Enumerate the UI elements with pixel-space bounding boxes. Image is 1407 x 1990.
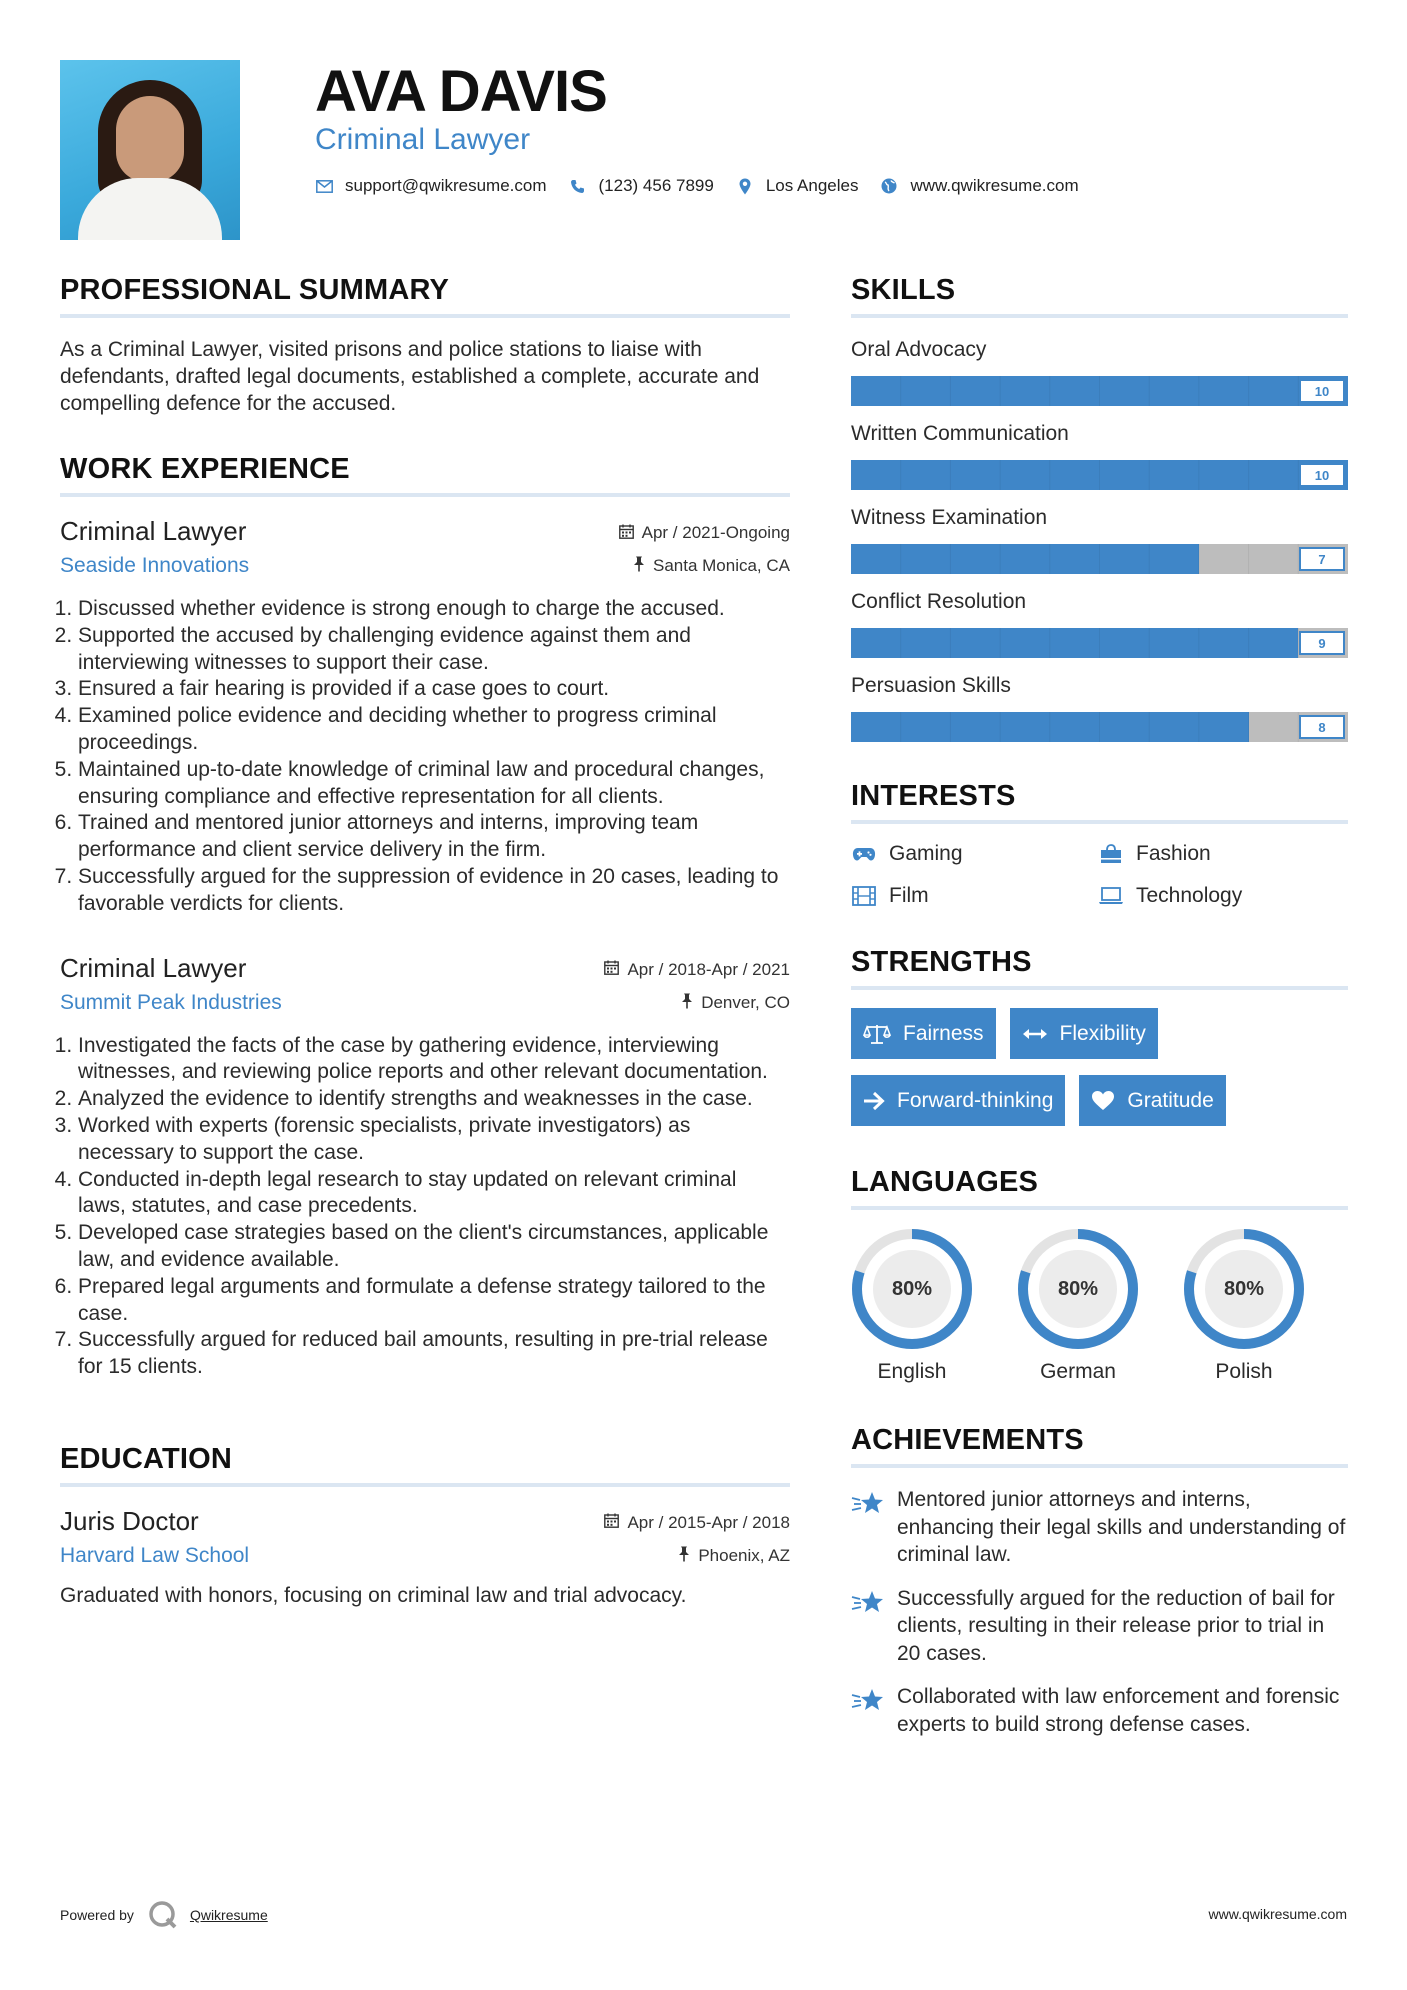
- list-item: 2. Analyzed the evidence to identify strengths and weaknesses in the case.: [78, 1086, 790, 1113]
- interest-item: [851, 842, 1098, 866]
- calendar-icon: [604, 1513, 619, 1532]
- heart-icon: [1091, 1090, 1115, 1111]
- strengths-list: [851, 1008, 1348, 1126]
- school-name: Harvard Law School: [60, 1543, 250, 1567]
- summary-heading: PROFESSIONAL SUMMARY: [60, 272, 790, 318]
- achievement-item: [851, 1585, 1348, 1668]
- achievements-list: [851, 1486, 1348, 1738]
- interest-item: [851, 884, 1098, 908]
- candidate-role: Criminal Lawyer: [315, 123, 531, 156]
- skill-bar-fill: [851, 460, 1348, 490]
- list-item: 6. Prepared legal arguments and formulate a defense strategy tailored to the case.: [78, 1274, 790, 1328]
- interest-label: Gaming: [889, 842, 963, 865]
- candidate-name: AVA DAVIS: [315, 59, 607, 124]
- footer-url[interactable]: www.qwikresume.com: [1208, 1906, 1347, 1922]
- gamepad-icon: [851, 846, 877, 862]
- skills-heading: SKILLS: [851, 272, 1348, 318]
- globe-icon: [880, 178, 898, 194]
- arrow-right-icon: [863, 1091, 885, 1111]
- contact-bar: [315, 176, 1101, 196]
- list-item: 4. Conducted in-depth legal research to stay updated on relevant criminal laws, statutes, and case precedents.: [78, 1167, 790, 1221]
- experience-heading: WORK EXPERIENCE: [60, 451, 790, 497]
- achievement-text: Successfully argued for the reduction of bail for clients, resulting in their release prior to trial in 20 cases.: [897, 1586, 1335, 1665]
- language-ring: [851, 1228, 973, 1350]
- pushpin-icon: [678, 1546, 690, 1566]
- strength-tag: [851, 1075, 1065, 1126]
- degree-title: Juris Doctor: [60, 1505, 199, 1536]
- job-entry: [60, 952, 790, 1381]
- skills-list: [851, 336, 1348, 742]
- job-duties: [60, 1033, 790, 1381]
- education-location: [678, 1546, 790, 1566]
- interests-list: [851, 842, 1348, 908]
- skill-label: Oral Advocacy: [851, 338, 987, 361]
- strength-tag: [1010, 1008, 1158, 1059]
- language-item: [1183, 1228, 1305, 1384]
- job-location: [681, 993, 790, 1013]
- list-item: 1. Investigated the facts of the case by gathering evidence, interviewing witnesses, and reviewing police reports and other relevant documentation.: [78, 1033, 790, 1087]
- shopping-bag-icon: [1098, 844, 1124, 864]
- skill-item: [851, 588, 1348, 658]
- pushpin-icon: [633, 556, 645, 576]
- list-item: 3. Worked with experts (forensic specialists, private investigators) as necessary to support the case.: [78, 1113, 790, 1167]
- language-percent: 80%: [1057, 1278, 1099, 1300]
- skill-bar: [851, 460, 1348, 490]
- list-item: 3. Ensured a fair hearing is provided if a case goes to court.: [78, 676, 790, 703]
- skill-bar-fill: [851, 712, 1249, 742]
- language-percent: 80%: [1223, 1278, 1265, 1300]
- qwikresume-logo-icon: [148, 1900, 178, 1930]
- pushpin-icon: [681, 993, 693, 1013]
- skill-label: Written Communication: [851, 422, 1069, 445]
- interest-label: Fashion: [1136, 842, 1211, 865]
- skill-bar-fill: [851, 376, 1348, 406]
- language-label: German: [1040, 1360, 1116, 1383]
- job-location-text: Denver, CO: [701, 992, 790, 1012]
- interest-label: Film: [889, 884, 929, 907]
- skill-value-badge: 10: [1299, 463, 1345, 487]
- interest-item: [1098, 884, 1348, 908]
- phone-icon: [569, 179, 587, 194]
- list-item: 7. Successfully argued for the suppression of evidence in 20 cases, leading to favorable verdicts for clients.: [78, 864, 790, 918]
- skill-bar-fill: [851, 628, 1298, 658]
- resume-header: [60, 60, 1350, 240]
- footer-powered-by: [60, 1900, 268, 1930]
- language-item: [851, 1228, 973, 1384]
- education-entry: [60, 1505, 790, 1609]
- education-description: Graduated with honors, focusing on criminal law and trial advocacy.: [60, 1583, 687, 1607]
- skill-label: Conflict Resolution: [851, 590, 1027, 613]
- job-date-text: Apr / 2018-Apr / 2021: [627, 959, 790, 979]
- interests-heading: INTERESTS: [851, 778, 1348, 824]
- arrows-horizontal-icon: [1022, 1027, 1048, 1041]
- contact-phone-text: (123) 456 7899: [598, 176, 714, 195]
- balance-scale-icon: [863, 1023, 891, 1045]
- languages-list: [851, 1228, 1348, 1384]
- contact-phone[interactable]: [569, 176, 714, 196]
- map-pin-icon: [736, 178, 754, 195]
- skill-bar: [851, 544, 1348, 574]
- skill-bar-fill: [851, 544, 1199, 574]
- skill-value-badge: 7: [1299, 547, 1345, 571]
- summary-text: As a Criminal Lawyer, visited prisons and police stations to liaise with defendants, drafted legal documents, established a complete, accurate and compelling defence for the accused.: [60, 338, 760, 415]
- right-column: [851, 272, 1348, 1754]
- language-label: English: [877, 1360, 947, 1383]
- job-date: [619, 523, 790, 543]
- job-date-text: Apr / 2021-Ongoing: [641, 523, 790, 542]
- strength-label: Flexibility: [1059, 1021, 1146, 1045]
- education-date: [604, 1513, 790, 1533]
- strength-tag: [851, 1008, 996, 1059]
- shooting-star-icon: [851, 1490, 885, 1521]
- contact-email-text: support@qwikresume.com: [345, 176, 547, 195]
- list-item: 1. Discussed whether evidence is strong enough to charge the accused.: [78, 596, 790, 623]
- language-item: [1017, 1228, 1139, 1384]
- job-title: Criminal Lawyer: [60, 516, 247, 546]
- list-item: 6. Trained and mentored junior attorneys and interns, improving team performance and client service delivery in the firm.: [78, 810, 790, 864]
- languages-heading: LANGUAGES: [851, 1164, 1348, 1210]
- interest-label: Technology: [1136, 884, 1243, 907]
- job-location-text: Santa Monica, CA: [652, 556, 790, 575]
- education-date-text: Apr / 2015-Apr / 2018: [627, 1512, 790, 1532]
- skill-bar: [851, 376, 1348, 406]
- strength-label: Fairness: [903, 1021, 984, 1045]
- contact-email[interactable]: [315, 176, 547, 196]
- film-icon: [851, 886, 877, 906]
- list-item: 5. Maintained up-to-date knowledge of criminal law and procedural changes, ensuring compliance and effective representation for all clients.: [78, 757, 790, 811]
- skill-value-badge: 8: [1299, 715, 1345, 739]
- strength-label: Gratitude: [1127, 1088, 1214, 1112]
- language-ring: [1183, 1228, 1305, 1350]
- list-item: 2. Supported the accused by challenging evidence against them and interviewing witnesses to support their case.: [78, 623, 790, 677]
- language-percent: 80%: [891, 1278, 933, 1300]
- skill-item: [851, 336, 1348, 406]
- contact-location: [736, 176, 859, 196]
- skill-bar: [851, 628, 1348, 658]
- job-title: Criminal Lawyer: [60, 952, 247, 983]
- skill-bar: [851, 712, 1348, 742]
- envelope-icon: [315, 180, 333, 193]
- skill-value-badge: 10: [1299, 379, 1345, 403]
- job-company: Seaside Innovations: [60, 554, 250, 577]
- left-column: [60, 272, 790, 1637]
- contact-location-text: Los Angeles: [765, 176, 859, 195]
- achievement-text: Collaborated with law enforcement and forensic experts to build strong defense cases.: [897, 1685, 1340, 1736]
- strength-label: Forward-thinking: [897, 1088, 1054, 1112]
- interest-item: [1098, 842, 1348, 866]
- skill-label: Persuasion Skills: [851, 674, 1011, 697]
- achievement-item: [851, 1486, 1348, 1569]
- achievement-item: [851, 1683, 1348, 1738]
- contact-website[interactable]: [880, 176, 1078, 196]
- brand-link[interactable]: Qwikresume: [189, 1907, 268, 1923]
- achievement-text: Mentored junior attorneys and interns, enhancing their legal skills and understanding of criminal law.: [897, 1488, 1346, 1566]
- job-duties: [60, 596, 790, 918]
- achievements-heading: ACHIEVEMENTS: [851, 1422, 1348, 1468]
- calendar-icon: [604, 960, 619, 979]
- strengths-heading: STRENGTHS: [851, 944, 1348, 990]
- shooting-star-icon: [851, 1687, 885, 1718]
- job-company: Summit Peak Industries: [60, 990, 282, 1014]
- skill-item: [851, 672, 1348, 742]
- profile-photo: [60, 60, 240, 240]
- laptop-icon: [1098, 887, 1124, 905]
- skill-label: Witness Examination: [851, 506, 1048, 529]
- job-location: [633, 556, 790, 576]
- job-date: [604, 960, 790, 980]
- skill-item: [851, 420, 1348, 490]
- powered-by-label: Powered by: [60, 1907, 134, 1923]
- education-heading: EDUCATION: [60, 1441, 790, 1487]
- strength-tag: [1079, 1075, 1225, 1126]
- job-entry: [60, 515, 790, 918]
- contact-website-text: www.qwikresume.com: [910, 176, 1079, 195]
- list-item: 4. Examined police evidence and deciding whether to progress criminal proceedings.: [78, 703, 790, 757]
- education-location-text: Phoenix, AZ: [698, 1545, 790, 1565]
- language-ring: [1017, 1228, 1139, 1350]
- calendar-icon: [619, 524, 634, 543]
- list-item: 7. Successfully argued for reduced bail amounts, resulting in pre-trial release for 15 clients.: [78, 1327, 790, 1381]
- list-item: 5. Developed case strategies based on the client's circumstances, applicable law, and evidence available.: [78, 1220, 790, 1274]
- skill-value-badge: 9: [1299, 631, 1345, 655]
- shooting-star-icon: [851, 1589, 885, 1620]
- skill-item: [851, 504, 1348, 574]
- language-label: Polish: [1215, 1360, 1273, 1383]
